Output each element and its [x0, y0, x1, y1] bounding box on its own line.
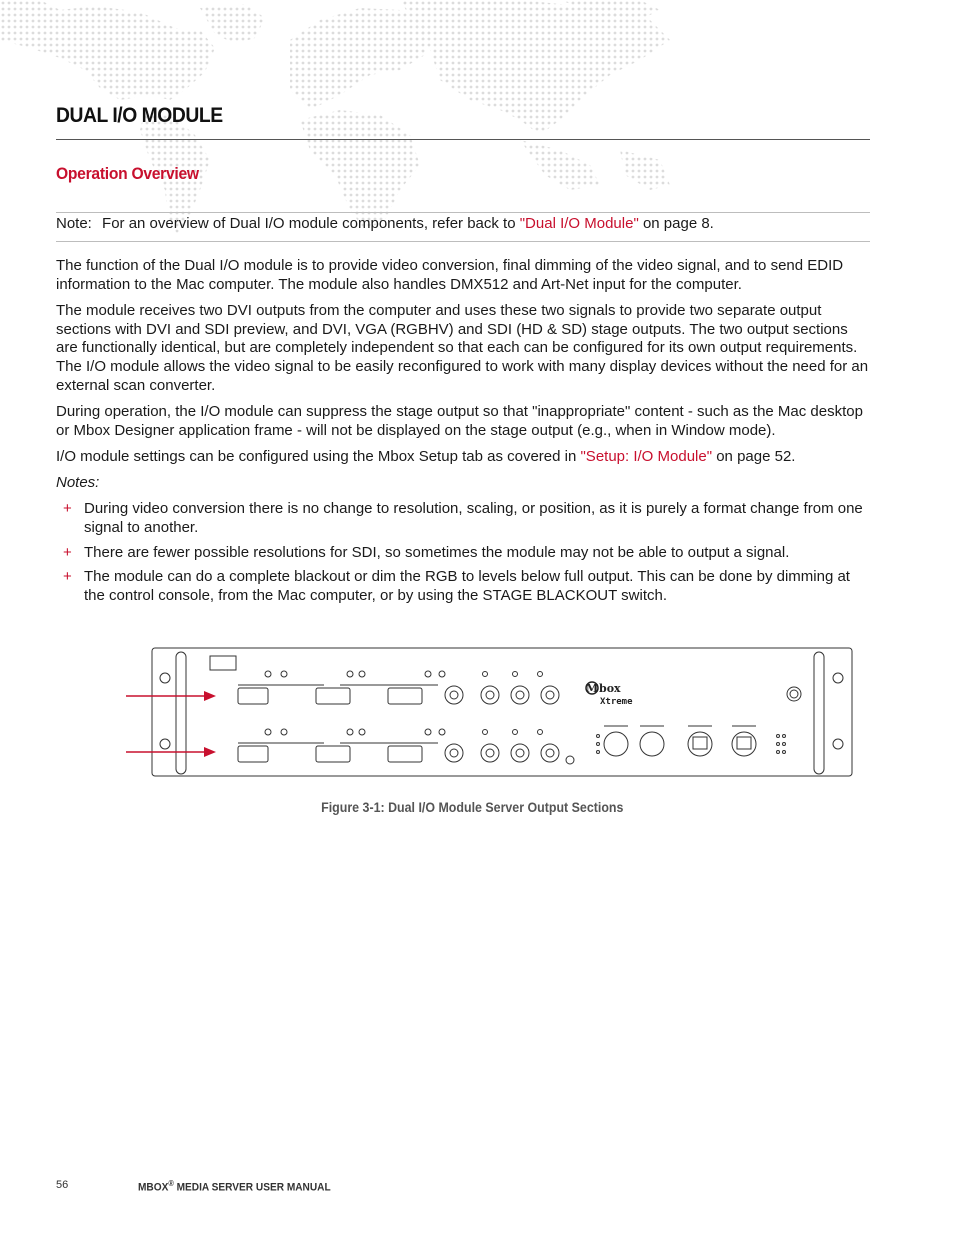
note-text: For an overview of Dual I/O module components, refer back to	[102, 215, 516, 232]
note-line	[56, 215, 714, 232]
right-handle	[814, 652, 824, 774]
power-connector	[787, 687, 801, 701]
figure-caption: Figure 3-1: Dual I/O Module Server Output Sections	[320, 800, 624, 815]
page-number: 56	[56, 1179, 69, 1191]
svg-text:Xtreme: Xtreme	[600, 697, 633, 707]
bullet-plus-icon: +	[63, 500, 72, 518]
rack-hole	[160, 739, 170, 749]
bullet-plus-icon: +	[63, 568, 72, 586]
notes-list	[56, 500, 872, 606]
section-title-rule	[56, 139, 870, 140]
left-handle	[176, 652, 186, 774]
panel-label	[210, 656, 236, 670]
note-page-ref: on page 8.	[642, 215, 714, 232]
paragraph-suppression: During operation, the I/O module can suppress the stage output so that "inappropriate" content - such as the Mac desktop or Mbox Designer application frame - will not be displayed on the stage output (e.g., when in Window mode).	[56, 402, 863, 439]
dual-io-module-panel-figure	[120, 640, 860, 785]
upper-output-section	[238, 671, 559, 704]
bullet-plus-icon: +	[63, 543, 72, 561]
note-bottom-rule	[56, 241, 870, 242]
paragraph-settings: I/O module settings can be configured using the Mbox Setup tab as covered in "Setup: I/O Module" on page 52.	[56, 447, 796, 465]
notes-label: Notes:	[56, 474, 100, 492]
lower-output-section	[238, 729, 574, 764]
rack-hole	[160, 673, 170, 683]
rack-hole	[833, 673, 843, 683]
control-connectors	[597, 726, 786, 756]
svg-text:M: M	[586, 682, 599, 695]
subsection-title: Operation Overview	[56, 164, 199, 183]
output-section-arrows	[126, 691, 216, 757]
list-item: + There are fewer possible resolutions for SDI, so sometimes the module may not be able to output a signal.	[63, 543, 790, 561]
note-top-rule	[56, 212, 870, 213]
note-label: Note:	[56, 215, 92, 232]
mbox-xtreme-logo	[586, 682, 633, 707]
paragraph-function: The function of the Dual I/O module is to provide video conversion, final dimming of the video signal, and to send EDID information to the Mac computer. The module also handles DMX512 and Art-Net input for the computer.	[56, 257, 844, 293]
chassis-outline	[152, 648, 852, 776]
manual-title: MBOX® MEDIA SERVER USER MANUAL	[138, 1179, 331, 1194]
body-text	[56, 257, 872, 612]
list-item: + The module can do a complete blackout or dim the RGB to levels below full output. This can be done by dimming at the control console, from the Mac computer, or by using the STAGE BLACKOUT switch.	[63, 568, 850, 605]
setup-io-module-link[interactable]: "Setup: I/O Module"	[580, 447, 713, 465]
section-title: DUAL I/O MODULE	[56, 104, 223, 127]
paragraph-outputs: The module receives two DVI outputs from the computer and uses these two signals to provide two separate output sections with DVI and SDI preview, and DVI, VGA (RGBHV) and SDI (HD & SD) stage outputs. The two output sections are functionally identical, but are completely independent so that each can be configured for its own output requirements. The I/O module allows the video signal to be easily reconfigured to work with many display devices without the need for an external scan converter.	[56, 301, 869, 394]
svg-text:box: box	[599, 682, 621, 695]
dual-io-module-link[interactable]: "Dual I/O Module"	[519, 215, 639, 232]
list-item: + During video conversion there is no change to resolution, scaling, or position, as it is purely a format change from one signal to another.	[63, 500, 863, 536]
rack-hole	[833, 739, 843, 749]
